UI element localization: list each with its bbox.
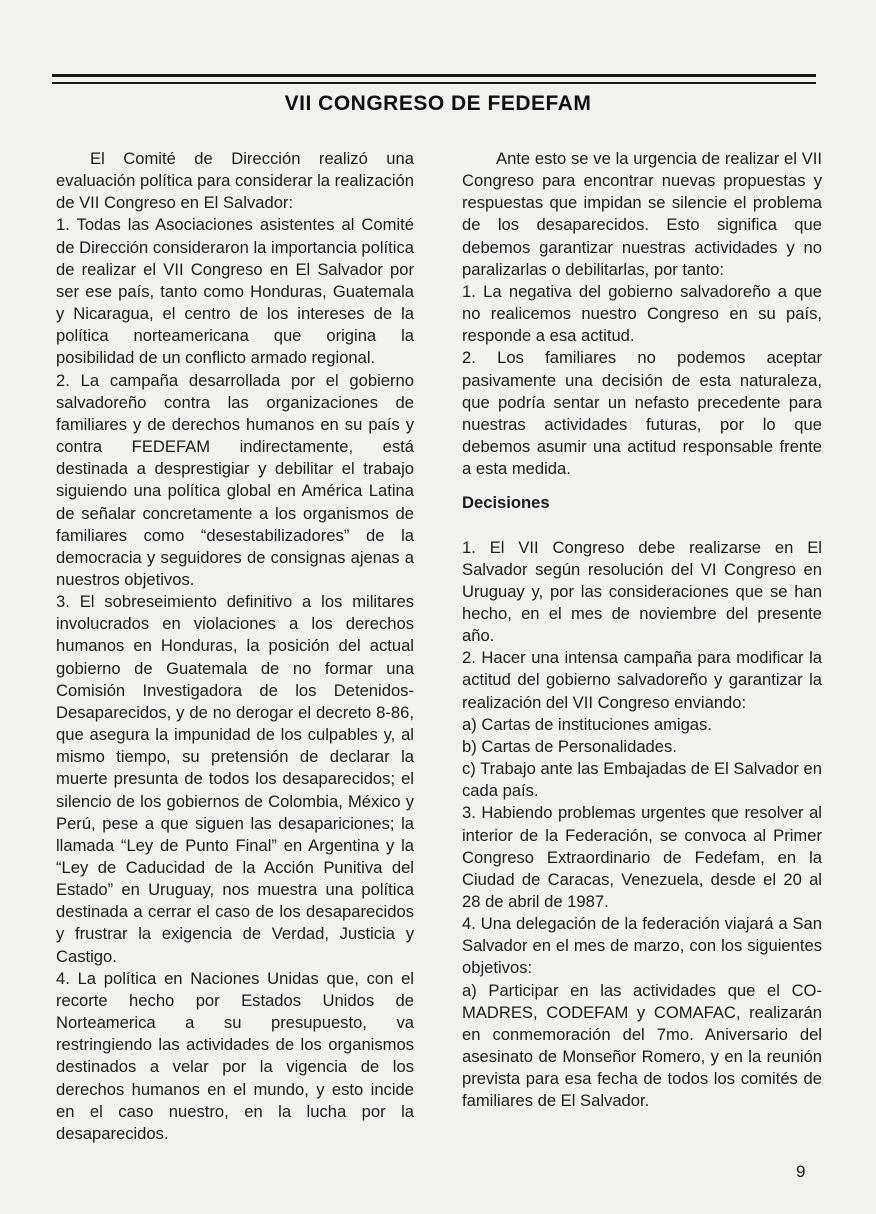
consequence-2: 2. Los familiares no podemos aceptar pasivamente una decisión de esta naturaleza, que podría sentar un nefasto precedente para nuestras actividades futuras, por lo que debemos asumir una actitud responsable frente a esta medida. xyxy=(462,348,822,479)
decision-2: 2. Hacer una intensa campaña para modificar la actitud del gobierno salvadoreño y garantizar la realización del VII Congreso enviando: xyxy=(462,648,822,712)
page-title: VII CONGRESO DE FEDEFAM xyxy=(284,92,592,115)
point-4: 4. La política en Naciones Unidas que, con el recorte hecho por Estados Unidos de Norteamerica a su presupuesto, va restringiendo las actividades de los organismos destinados a velar por la vigencia de los derechos humanos en el mundo, y esto incide en el caso nuestro, en la lucha por la desaparecidos. xyxy=(56,968,414,1143)
header-rule-top xyxy=(52,74,816,77)
decision-2-item-b: b) Cartas de Personalidades. xyxy=(462,736,677,756)
decision-4-item-a: a) Participar en las actividades que el CO-MADRES, CODEFAM y COMAFAC, realizarán en conmemoración del 7mo. Aniversario del asesinato de Monseñor Romero, y en la reunión prevista para esa fecha de todos los comités de familiares de El Salvador. xyxy=(462,980,822,1111)
point-1: 1. Todas las Asociaciones asistentes al Comité de Dirección consideraron la importancia política de realizar el VII Congreso en El Salvador por ser ese país, tanto como Honduras, Guatemala y Nicaragua, el centro de los intereses de la política norteamericana que origina la posibilidad de un conflicto armado regional. xyxy=(56,215,414,368)
right-intro-paragraph: Ante esto se ve la urgencia de realizar el VII Congreso para encontrar nuevas propuestas y respuestas que impidan se silencie el problema de los desaparecidos. Esto significa que debemos garantizar nuestras actividades y no paralizarlas o debilitarlas, por tanto: xyxy=(462,149,822,279)
right-column xyxy=(462,148,822,1113)
decision-1: 1. El VII Congreso debe realizarse en El Salvador según resolución del VI Congreso en Uruguay y, por las consideraciones que se han hecho, en el mes de noviembre del presente año. xyxy=(462,537,822,646)
header-rule-bottom xyxy=(52,82,816,84)
decision-4: 4. Una delegación de la federación viajará a San Salvador en el mes de marzo, con los siguientes objetivos: xyxy=(462,914,822,978)
page-number: 9 xyxy=(796,1162,806,1181)
decisions-heading: Decisiones xyxy=(462,493,550,513)
left-column xyxy=(56,148,414,1145)
point-3: 3. El sobreseimiento definitivo a los militares involucrados en violaciones a los derechos humanos en Honduras, la posición del actual gobierno de Guatemala de no formar una Comisión Investigadora de los Detenidos-Desaparecidos, y de no derogar el decreto 8-86, que asegura la impunidad de los culpables y, al mismo tiempo, su pretensión de declarar la muerte presunta de todos los desaparecidos; el silencio de los gobiernos de Colombia, México y Perú, pese a que siguen las desapariciones; la llamada “Ley de Punto Final” en Argentina y la “Ley de Caducidad de la Acción Punitiva del Estado” en Uruguay, nos muestra una política destinada a cerrar el caso de los desaparecidos y frustrar la exigencia de Verdad, Justicia y Castigo. xyxy=(56,592,414,966)
decision-2-item-a: a) Cartas de instituciones amigas. xyxy=(462,714,712,734)
intro-paragraph: El Comité de Dirección realizó una evaluación política para considerar la realización de VII Congreso en El Salvador: xyxy=(56,149,414,213)
decision-3: 3. Habiendo problemas urgentes que resolver al interior de la Federación, se convoca al Primer Congreso Extraordinario de Fedefam, en la Ciudad de Caracas, Venezuela, desde el 20 al 28 de abril de 1987. xyxy=(462,803,822,911)
consequence-1: 1. La negativa del gobierno salvadoreño a que no realicemos nuestro Congreso en su país, responde a esa actitud. xyxy=(462,281,822,346)
decision-2-item-c: c) Trabajo ante las Embajadas de El Salvador en cada país. xyxy=(462,759,822,801)
point-2: 2. La campaña desarrollada por el gobierno salvadoreño contra las organizaciones de familiares y de derechos humanos en su país y contra FEDEFAM indirectamente, está destinada a desprestigiar y debilitar el trabajo siguiendo una política global en América Latina de señalar concretamente a los organismos de familiares como “desestabilizadores” de la democracia y seguidores de consignas ajenas a nuestros objetivos. xyxy=(56,370,414,589)
